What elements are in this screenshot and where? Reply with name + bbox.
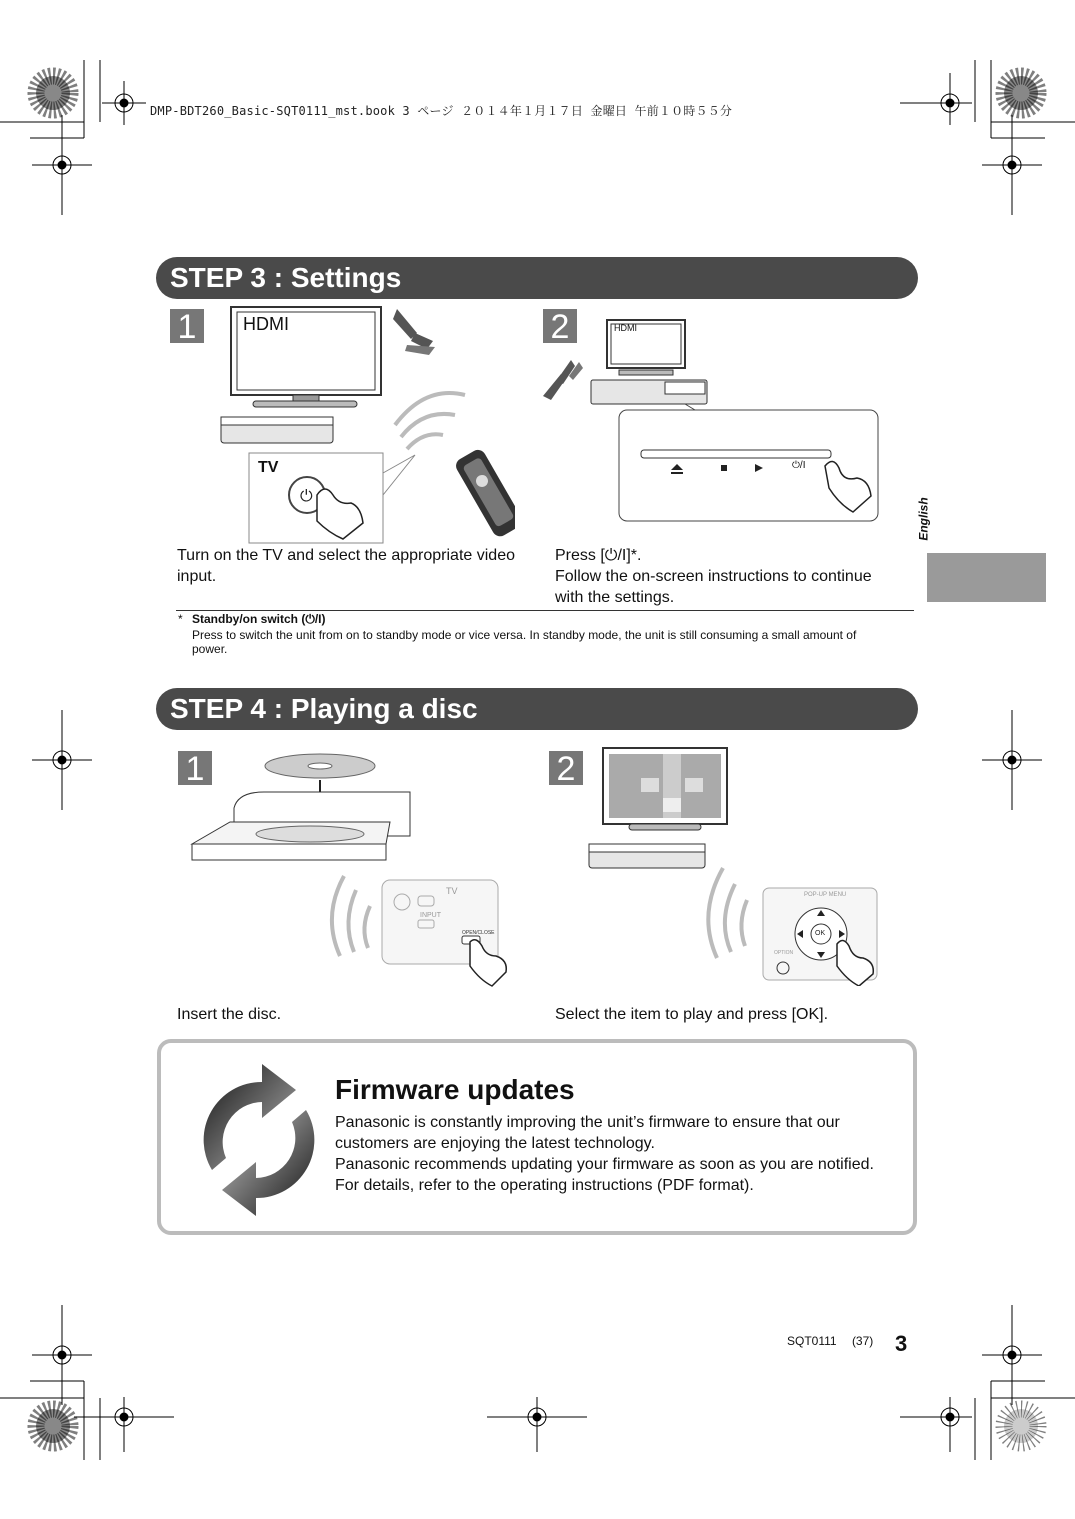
step3-title: STEP 3 : Settings (156, 257, 918, 299)
footnote-text: Press to switch the unit from on to standby mode or vice versa. In standby mode, the unit is still consuming a small amount of power. (192, 628, 857, 656)
step4-panel2-caption: Select the item to play and press [OK]. (555, 1006, 829, 1023)
remote-ok-label: OK (815, 930, 826, 937)
step3-panel2-caption-line2: Follow the on-screen instructions to continue with the settings. (555, 568, 872, 606)
remote-open-close-label: OPEN/CLOSE (462, 930, 495, 936)
step4-title: STEP 4 : Playing a disc (156, 688, 918, 730)
step4-panel1-caption: Insert the disc. (177, 1006, 282, 1023)
tv-power-illustration (215, 305, 515, 545)
language-label: English (916, 497, 931, 541)
disc-insert-illustration (190, 748, 535, 988)
doc-code-text: SQT0111 (787, 1334, 837, 1348)
footnote-rule (176, 610, 914, 611)
player-power-label: ⏻/I (792, 460, 806, 471)
remote-tv-label: TV (446, 886, 458, 896)
step3-small-tv-hdmi-label: HDMI (614, 323, 637, 333)
language-tab (927, 553, 1046, 602)
firmware-line3: Panasonic recommends updating your firmware as soon as you are notified. (335, 1156, 874, 1173)
firmware-line4: For details, refer to the operating instructions (PDF format). (335, 1177, 754, 1194)
firmware-line2: customers are enjoying the latest technology. (335, 1135, 655, 1152)
step3-panel2-number: 2 (543, 309, 577, 343)
player-power-illustration (535, 318, 885, 528)
refresh-icon (192, 1060, 327, 1218)
sub-page-number: (37) (851, 1334, 874, 1348)
print-header: DMP-BDT260_Basic-SQT0111_mst.book 3 ページ ２０１４年１月１７日 金曜日 午前１０時５５分 (150, 104, 733, 118)
document-code (787, 1334, 873, 1348)
remote-option-label: OPTION (774, 950, 794, 956)
remote-input-label: INPUT (420, 912, 441, 919)
step4-panel2-number: 2 (549, 751, 583, 785)
footnote-marker: * (178, 612, 183, 626)
remote-popup-label: POP-UP MENU (804, 892, 847, 898)
select-play-illustration (585, 746, 890, 986)
tv-callout-label: TV (258, 459, 279, 476)
step3-panel1-caption: Turn on the TV and select the appropriate video input. (177, 547, 515, 585)
footnote-title: Standby/on switch (⏻/I) (192, 612, 326, 626)
step3-panel2-caption-line1: Press [⏻/I]*. (555, 547, 642, 564)
step4-panel1-number: 1 (178, 751, 212, 785)
firmware-title: Firmware updates (335, 1074, 575, 1105)
svg-text:⏻: ⏻ (300, 488, 313, 505)
step3-tv-hdmi-label: HDMI (243, 314, 289, 334)
step3-panel1-number: 1 (170, 309, 204, 343)
page-number: 3 (895, 1331, 908, 1356)
firmware-line1: Panasonic is constantly improving the unit’s firmware to ensure that our (335, 1114, 840, 1131)
